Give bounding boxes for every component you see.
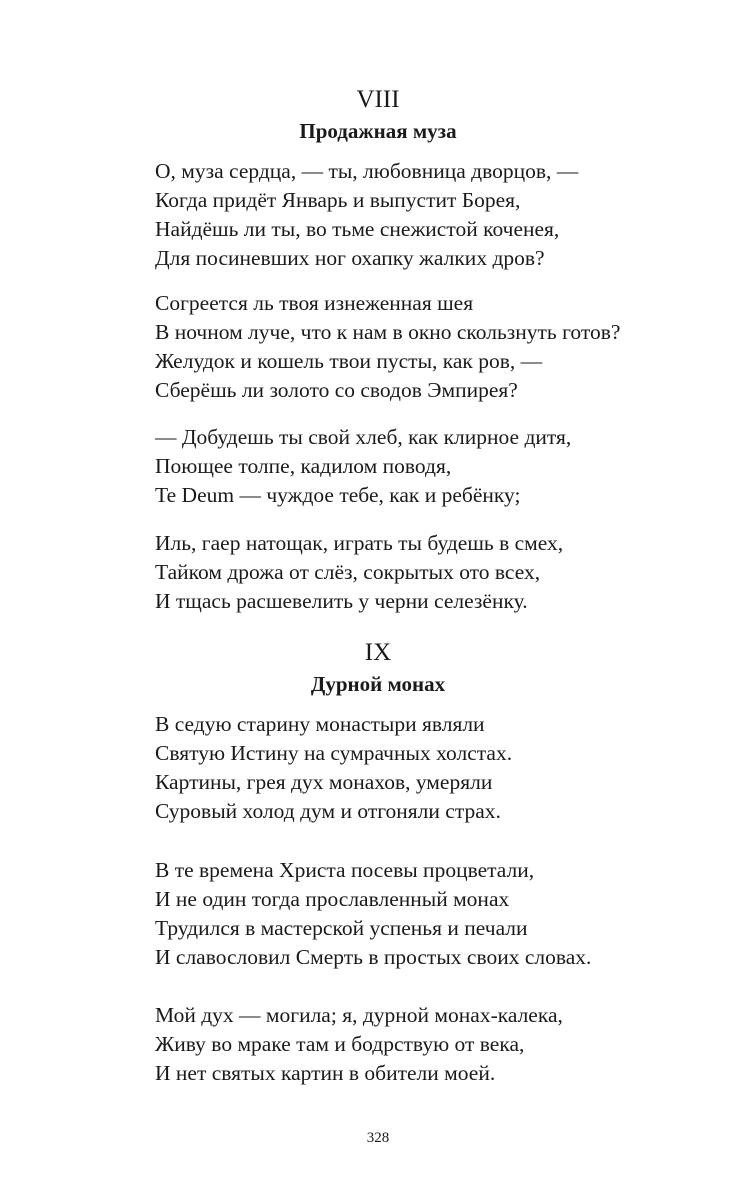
verse-line: В седую старину монастыри являли <box>155 712 485 736</box>
verse-line: Святую Истину на сумрачных холстах. <box>155 741 513 765</box>
verse-line: Желудок и кошель твои пусты, как ров, — <box>155 349 543 373</box>
stanza <box>155 289 735 405</box>
verse-line: И славословил Смерть в простых своих словах. <box>155 945 592 969</box>
verse-line: Te Deum — чуждое тебе, как и ребёнку; <box>155 483 521 507</box>
verse-line: Живу во мраке там и бодрствую от века, <box>155 1032 525 1056</box>
verse-line: В ночном луче, что к нам в окно скользнуть готов? <box>155 320 621 344</box>
stanza <box>155 1001 735 1088</box>
verse-line: И тщась расшевелить у черни селезёнку. <box>155 589 528 613</box>
verse-line: Мой дух — могила; я, дурной монах-калека, <box>155 1003 563 1027</box>
verse-line: Когда придёт Январь и выпустит Борея, <box>155 188 521 212</box>
verse-line: Суровый холод дум и отгоняли страх. <box>155 799 501 823</box>
section-title-ix: Дурной монах <box>310 672 446 696</box>
stanza <box>155 157 735 273</box>
page-number: 328 <box>366 1130 390 1146</box>
verse-line: Для посиневших ног охапку жалких дров? <box>155 246 545 270</box>
verse-line: Тайком дрожа от слёз, сокрытых ото всех, <box>155 560 541 584</box>
verse-line: Поющее толпе, кадилом поводя, <box>155 454 452 478</box>
verse-line: Сберёшь ли золото со сводов Эмпирея? <box>155 378 518 402</box>
verse-line: В те времена Христа посевы процветали, <box>155 858 535 882</box>
verse-line: — Добудешь ты свой хлеб, как клирное дитя, <box>155 425 572 449</box>
verse-line: Согреется ль твоя изнеженная шея <box>155 291 474 315</box>
verse-line: Картины, грея дух монахов, умеряли <box>155 770 493 794</box>
verse-line: Иль, гаер натощак, играть ты будешь в смех, <box>155 531 564 555</box>
section-title-viii: Продажная муза <box>299 119 457 143</box>
verse-line: И нет святых картин в обители моей. <box>155 1061 496 1085</box>
verse-line: Трудился в мастерской успенья и печали <box>155 916 528 940</box>
section-number-ix: IX <box>364 639 392 666</box>
stanza <box>155 423 735 510</box>
stanza <box>155 529 735 616</box>
stanza <box>155 856 735 972</box>
verse-line: И не один тогда прославленный монах <box>155 887 510 911</box>
verse-line: Найдёшь ли ты, во тьме снежистой коченея, <box>155 217 560 241</box>
verse-line: О, муза сердца, — ты, любовница дворцов, — <box>155 159 579 183</box>
section-number-viii: VIII <box>356 86 400 113</box>
stanza <box>155 710 735 826</box>
